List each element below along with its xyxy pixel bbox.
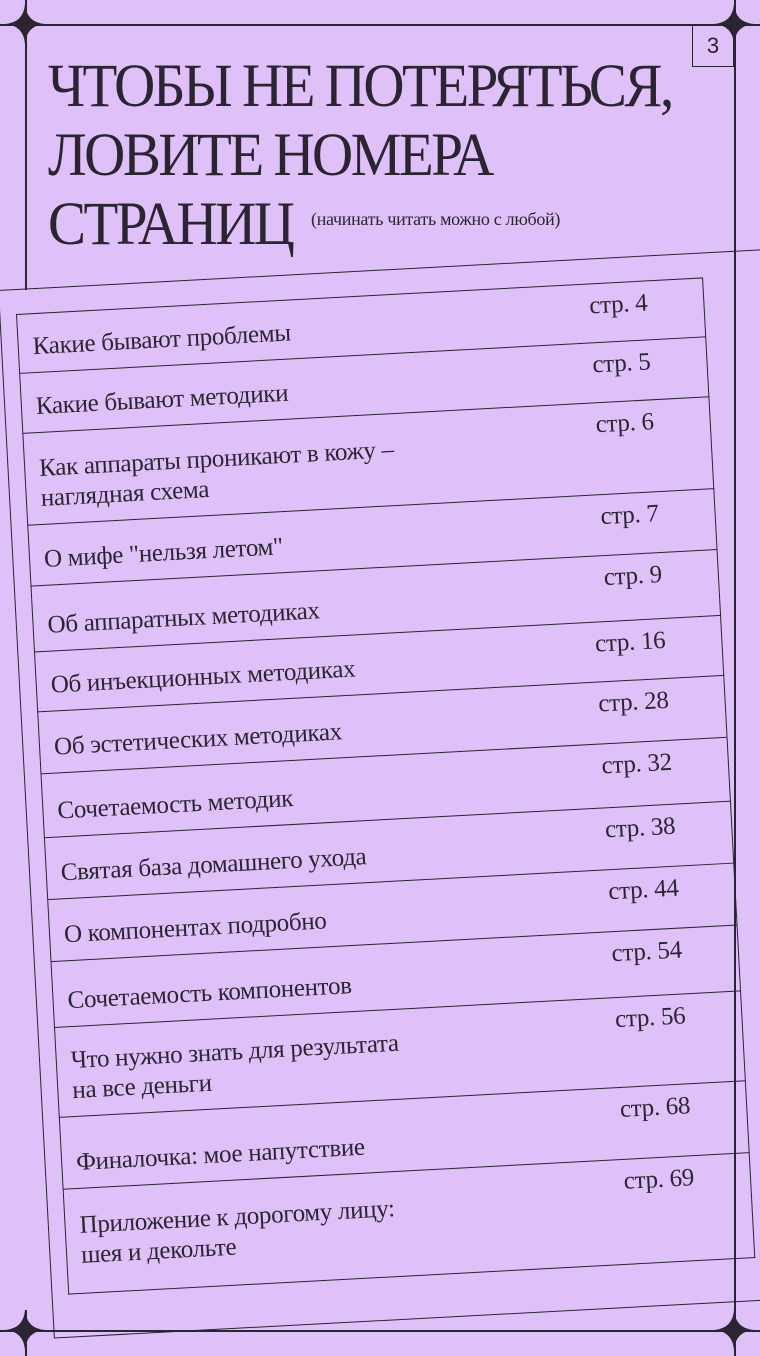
toc-item-page: стр. 16 xyxy=(594,626,667,658)
sparkle-icon xyxy=(5,1310,45,1350)
toc-item-title: Сочетаемость компонентов xyxy=(66,972,353,1015)
frame-top-line xyxy=(0,24,760,26)
page-number: 3 xyxy=(692,25,734,67)
toc-item-title: Какие бывают методики xyxy=(35,379,289,421)
toc-item-title: Об инъекционных методиках xyxy=(50,655,356,699)
toc-item-page: стр. 56 xyxy=(614,1002,687,1034)
toc-item-title: Как аппараты проникают в кожу – наглядная схема xyxy=(38,436,395,512)
toc-item-page: стр. 54 xyxy=(610,936,683,968)
toc-item-title: Финалочка: мое напутствие xyxy=(75,1133,366,1176)
toc-item-title: О компонентах подробно xyxy=(63,907,328,949)
title-line: ЛОВИТЕ НОМЕРА xyxy=(48,121,492,190)
toc-item-page: стр. 28 xyxy=(597,686,670,718)
toc-item-title: Сочетаемость методик xyxy=(56,784,294,825)
toc-item-page: стр. 9 xyxy=(603,561,663,592)
toc-item-title: Святая база домашнего ухода xyxy=(60,843,367,887)
toc-item-page: стр. 7 xyxy=(599,500,660,531)
table-of-contents xyxy=(16,277,756,1302)
title-line: ЧТОБЫ НЕ ПОТЕРЯТЬСЯ, xyxy=(48,52,672,121)
title-line: СТРАНИЦ xyxy=(48,190,293,259)
toc-item-title: О мифе "нельзя летом" xyxy=(43,533,284,573)
sparkle-icon xyxy=(714,1310,754,1350)
toc-item-title: Об эстетических методиках xyxy=(53,718,343,761)
toc-item-page: стр. 6 xyxy=(594,408,655,439)
toc-item-page: стр. 44 xyxy=(607,874,680,906)
sparkle-icon xyxy=(5,4,45,44)
toc-item-page: стр. 32 xyxy=(600,748,673,780)
toc-item-page: стр. 5 xyxy=(591,348,652,379)
title-note: (начинать читать можно с любой) xyxy=(311,209,561,229)
toc-item-page: стр. 38 xyxy=(604,812,676,844)
toc-item-title: Что нужно знать для результата на все деньги xyxy=(70,1029,400,1105)
toc-item-page: стр. 68 xyxy=(619,1092,691,1123)
toc-item-page: стр. 69 xyxy=(623,1164,695,1195)
toc-item-page: стр. 4 xyxy=(588,289,649,320)
toc-item-title: Какие бывают проблемы xyxy=(32,319,292,361)
toc-item-title: Приложение к дорогому лицу: шея и декольте xyxy=(78,1195,396,1269)
toc-item-title: Об аппаратных методиках xyxy=(46,597,321,639)
